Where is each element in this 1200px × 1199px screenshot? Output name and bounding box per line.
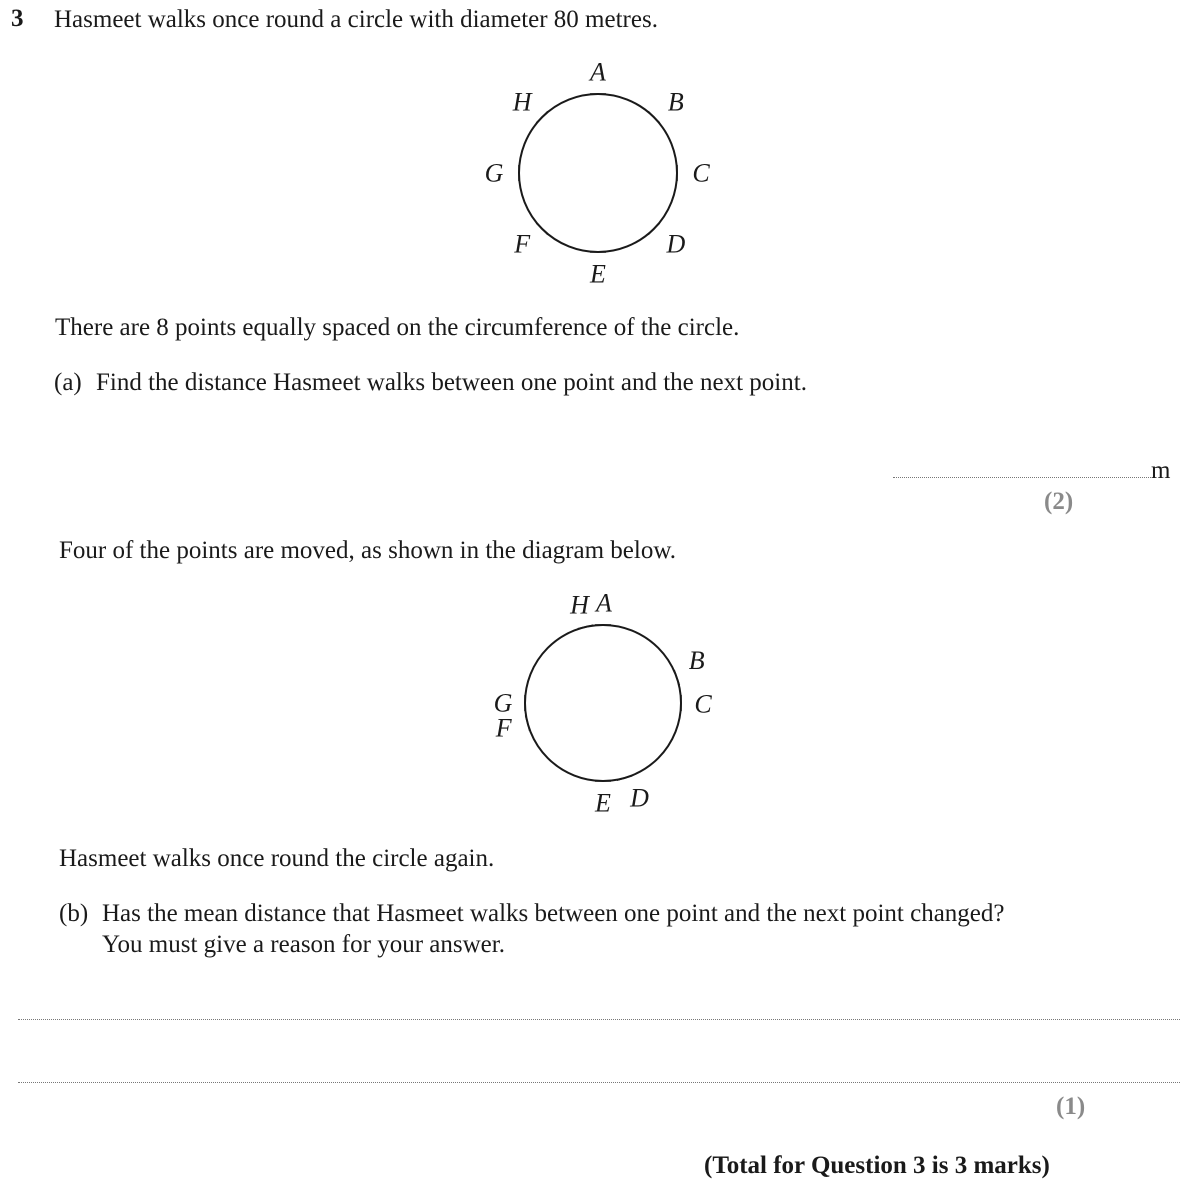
part-a-answer-line[interactable] [893, 477, 1151, 478]
part-b-answer-line-2[interactable] [18, 1082, 1180, 1083]
question-intro: Hasmeet walks once round a circle with diameter 80 metres. [54, 6, 658, 33]
part-a-marks: (2) [1044, 488, 1074, 515]
part-b-answer-line-1[interactable] [18, 1019, 1180, 1020]
diagram2-label-h: H [570, 590, 589, 620]
diagram2-label-e: E [595, 788, 611, 818]
part-a-unit: m [1151, 457, 1171, 484]
circle-diagram-moved-points [470, 585, 750, 825]
diagram1-label-b: B [667, 87, 684, 117]
diagram2-tick-b [674, 670, 679, 685]
diagram1-tick-b [648, 111, 659, 122]
diagram1-tick-d [648, 223, 659, 234]
diagram2-tick-d [617, 776, 632, 780]
diagram2-label-d: D [630, 783, 649, 813]
diagram1-label-h: H [512, 87, 532, 117]
statement-text: There are 8 points equally spaced on the circumference of the circle. [55, 314, 740, 341]
diagram1-label-c: C [692, 158, 710, 188]
diagram2-label-a: A [596, 588, 612, 618]
diagram1-label-e: E [590, 259, 606, 289]
part-a-label: (a) [54, 369, 82, 396]
part-b-marks: (1) [1056, 1093, 1086, 1120]
diagram1-label-a: A [590, 57, 606, 87]
diagram2-tick-h [578, 625, 594, 629]
diagram1-tick-h [536, 111, 547, 122]
part-b-label: (b) [59, 900, 89, 927]
part-a-question: Find the distance Hasmeet walks between one point and the next point. [96, 369, 807, 396]
diagram2-label-f: F [495, 713, 512, 743]
diagram2-tick-f [526, 715, 530, 730]
question-total: (Total for Question 3 is 3 marks) [704, 1152, 1050, 1179]
diagram1-label-d: D [666, 229, 686, 259]
diagram1-label-g: G [484, 158, 504, 188]
circle-diagram-equal-points [450, 55, 750, 295]
question-number: 3 [11, 5, 24, 32]
diagram2-label-g: G [493, 688, 513, 718]
moved-points-text: Four of the points are moved, as shown in the diagram below. [59, 537, 677, 564]
diagram2-label-b: B [688, 646, 705, 676]
diagram1-tick-f [536, 223, 547, 234]
part-b-question-line2: You must give a reason for your answer. [102, 931, 505, 958]
part-b-question-line1: Has the mean distance that Hasmeet walks between one point and the next point changed? [102, 900, 1005, 927]
walks-again-text: Hasmeet walks once round the circle again. [59, 845, 495, 872]
circle-outline [525, 625, 681, 781]
diagram1-label-f: F [514, 229, 531, 259]
diagram2-label-c: C [694, 689, 712, 719]
